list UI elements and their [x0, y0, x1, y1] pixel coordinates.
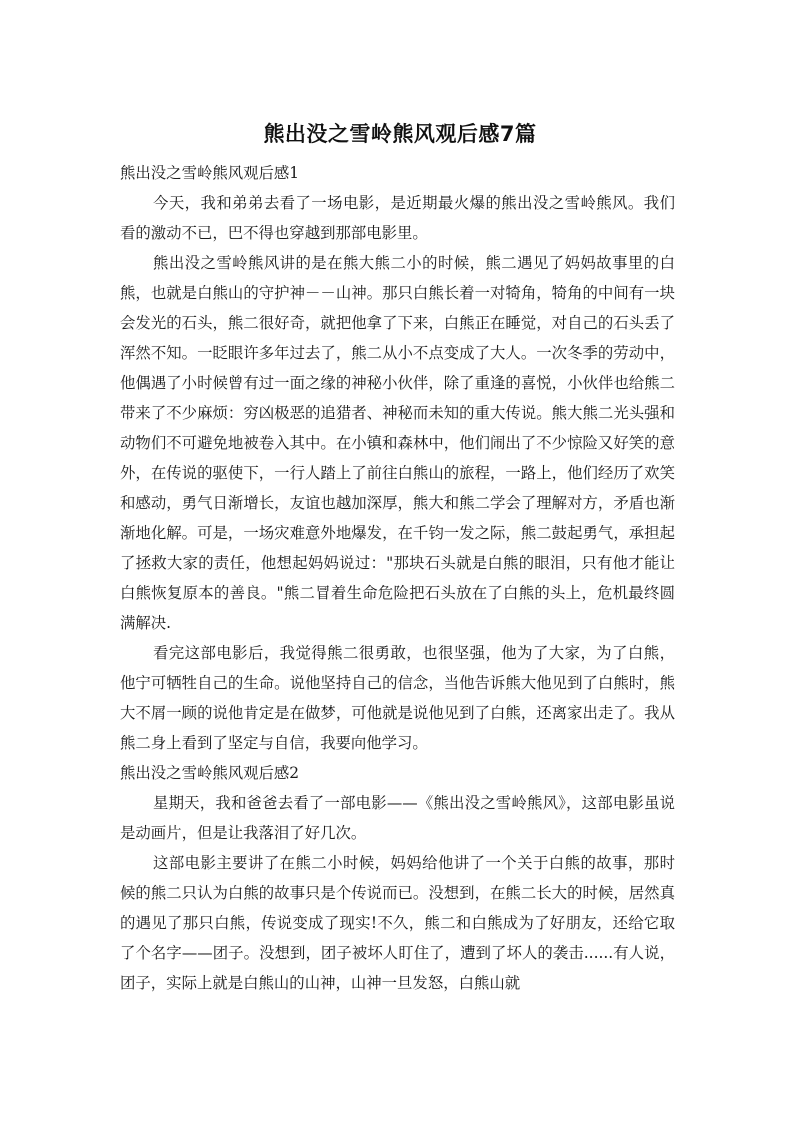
paragraph: 看完这部电影后，我觉得熊二很勇敢，也很坚强，他为了大家，为了白熊，他宁可牺牲自己的生命。说他坚持自己的信念，当他告诉熊大他见到了白熊时，熊大不屑一顾的说他肯定是在做梦，可他就是说他见到了白熊，还离家出走了。我从熊二身上看到了坚定与自信，我要向他学习。	[120, 644, 675, 752]
section-heading: 熊出没之雪岭熊风观后感1	[120, 164, 300, 182]
paragraph: 今天，我和弟弟去看了一场电影，是近期最火爆的熊出没之雪岭熊风。我们看的激动不已，巴不得也穿越到那部电影里。	[120, 194, 675, 242]
section-heading: 熊出没之雪岭熊风观后感2	[120, 764, 300, 782]
paragraph: 这部电影主要讲了在熊二小时候，妈妈给他讲了一个关于白熊的故事，那时候的熊二只认为白熊的故事只是个传说而已。没想到，在熊二长大的时候，居然真的遇见了那只白熊，传说变成了现实!不久，熊二和白熊成为了好朋友，还给它取了个名字——团子。没想到，团子被坏人盯住了，遭到了坏人的袭击......有人说，团子，实际上就是白熊山的山神，山神一旦发怒，白熊山就	[120, 854, 675, 992]
paragraph: 星期天，我和爸爸去看了一部电影——《熊出没之雪岭熊风》，这部电影虽说是动画片，但是让我落泪了好几次。	[120, 794, 675, 842]
document-title: 熊出没之雪岭熊风观后感7篇	[263, 122, 537, 146]
paragraph: 熊出没之雪岭熊风讲的是在熊大熊二小的时候，熊二遇见了妈妈故事里的白熊，也就是白熊山的守护神－－山神。那只白熊长着一对犄角，犄角的中间有一块会发光的石头，熊二很好奇，就把他拿了下来，白熊正在睡觉，对自己的石头丢了浑然不知。一眨眼许多年过去了，熊二从小不点变成了大人。一次冬季的劳动中，他偶遇了小时候曾有过一面之缘的神秘小伙伴，除了重逢的喜悦，小伙伴也给熊二带来了不少麻烦：穷凶极恶的追猎者、神秘而未知的重大传说。熊大熊二光头强和动物们不可避免地被卷入其中。在小镇和森林中，他们闹出了不少惊险又好笑的意外，在传说的驱使下，一行人踏上了前往白熊山的旅程，一路上，他们经历了欢笑和感动，勇气日渐增长，友谊也越加深厚，熊大和熊二学会了理解对方，矛盾也渐渐地化解。可是，一场灾难意外地爆发，在千钧一发之际，熊二鼓起勇气，承担起了拯救大家的责任，他想起妈妈说过："那块石头就是白熊的眼泪，只有他才能让白熊恢复原本的善良。"熊二冒着生命危险把石头放在了白熊的头上，危机最终圆满解决.	[120, 254, 675, 632]
document-body	[120, 158, 675, 998]
